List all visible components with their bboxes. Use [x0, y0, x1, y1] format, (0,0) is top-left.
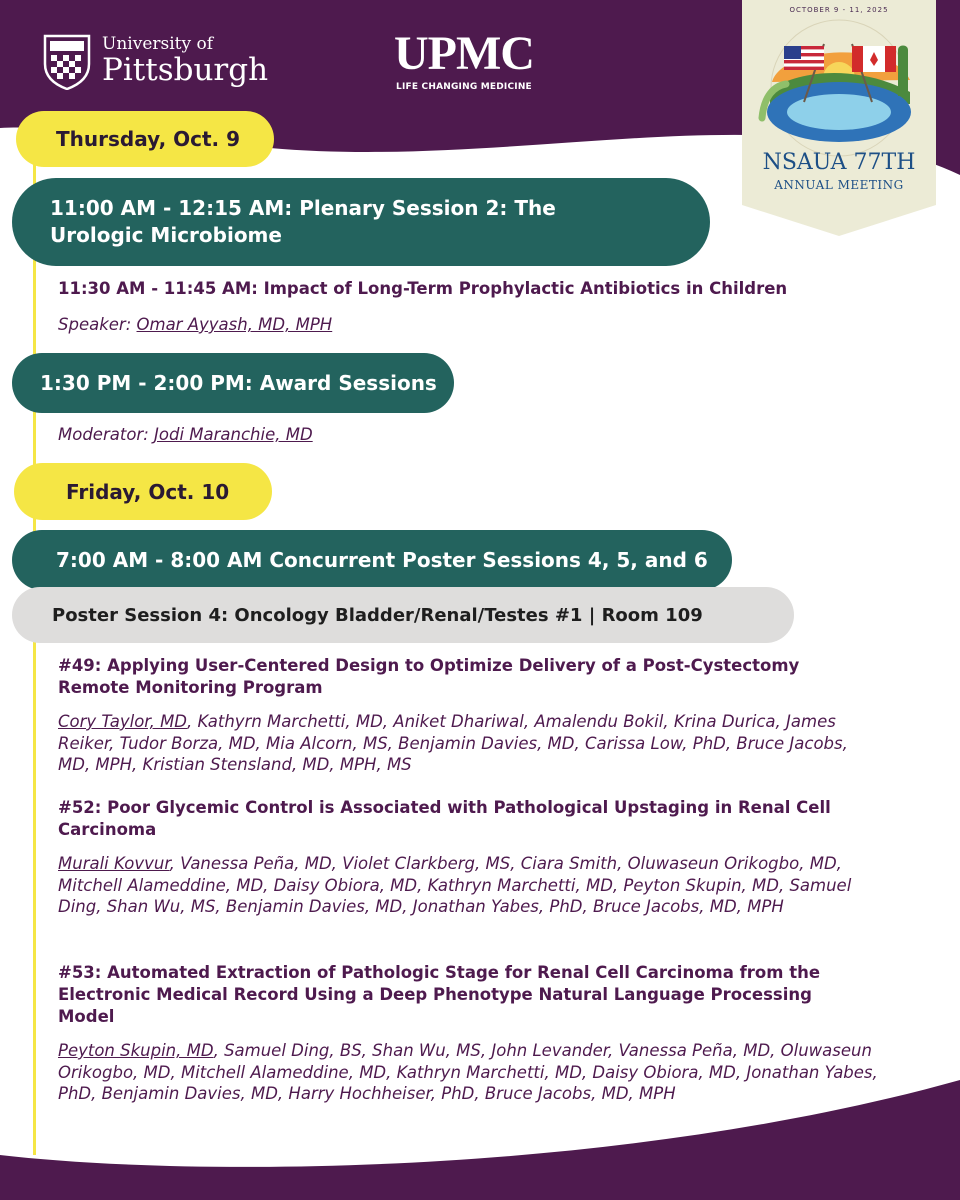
speaker-line	[58, 314, 758, 336]
upmc-logo	[394, 27, 534, 92]
session-pill-poster	[12, 530, 732, 590]
upmc-name: UPMC	[394, 27, 534, 80]
poster-authors	[58, 853, 878, 918]
first-author-link[interactable]: Murali Kovvur	[58, 854, 170, 873]
session-pill-plenary	[12, 178, 710, 266]
upmc-tagline: LIFE CHANGING MEDICINE	[396, 82, 532, 92]
timeline-line	[33, 150, 36, 1155]
other-authors: , Samuel Ding, BS, Shan Wu, MS, John Levander, Vanessa Peña, MD, Oluwaseun Orikogbo, MD, Mitchell Alameddine, MD, Kathryn Marchetti, MD, Daisy Obiora, MD, Jonathan Yabes, PhD, Benjamin Davies, MD, Harry Hochheiser, PhD, Bruce Jacobs, MD, MPH	[58, 1041, 878, 1103]
session-title: 11:00 AM - 12:15 AM: Plenary Session 2: The Urologic Microbiome	[50, 196, 556, 247]
poster-authors	[58, 711, 878, 776]
speaker-role: Speaker:	[58, 315, 132, 334]
session-title: 1:30 PM - 2:00 PM: Award Sessions	[40, 371, 437, 395]
badge-dates: OCTOBER 9 - 11, 2025	[789, 6, 889, 14]
other-authors: , Vanessa Peña, MD, Violet Clarkberg, MS, Ciara Smith, Oluwaseun Orikogbo, MD, Mitchell Alameddine, MD, Daisy Obiora, MD, Kathryn Marchetti, MD, Peyton Skupin, MD, Samuel Ding, Shan Wu, MS, Benjamin Davies, MD, Jonathan Yabes, PhD, Bruce Jacobs, MD, MPH	[58, 854, 852, 916]
speaker-name-link[interactable]: Omar Ayyash, MD, MPH	[136, 315, 333, 334]
pitt-shield-icon	[42, 32, 92, 90]
poster-title: #49: Applying User-Centered Design to Optimize Delivery of a Post-Cystectomy Remote Monitoring Program	[58, 656, 800, 697]
badge-emblem-icon	[742, 0, 936, 240]
nsaua-badge	[742, 0, 936, 240]
day-label: Friday, Oct. 10	[66, 479, 230, 504]
day-pill-thursday	[16, 111, 274, 167]
first-author-link[interactable]: Peyton Skupin, MD	[58, 1041, 214, 1060]
badge-subtitle: ANNUAL MEETING	[774, 178, 904, 192]
talk-title: 11:30 AM - 11:45 AM: Impact of Long-Term Prophylactic Antibiotics in Children	[58, 279, 788, 298]
session-title: 7:00 AM - 8:00 AM Concurrent Poster Sessions 4, 5, and 6	[56, 548, 708, 572]
poster-authors	[58, 1040, 878, 1105]
other-authors: , Kathyrn Marchetti, MD, Aniket Dhariwal, Amalendu Bokil, Krina Durica, James Reiker, Tudor Borza, MD, Mia Alcorn, MS, Benjamin Davies, MD, Carissa Low, PhD, Bruce Jacobs, MD, MPH, Kristian Stensland, MD, MPH, MS	[58, 712, 848, 774]
first-author-link[interactable]: Cory Taylor, MD	[58, 712, 188, 731]
day-label: Thursday, Oct. 9	[56, 127, 241, 151]
subsession-title: Poster Session 4: Oncology Bladder/Renal/Testes #1 | Room 109	[52, 604, 703, 626]
moderator-line	[58, 424, 758, 446]
poster-title: #52: Poor Glycemic Control is Associated with Pathological Upstaging in Renal Cell Carcinoma	[58, 798, 831, 839]
poster-title: #53: Automated Extraction of Pathologic Stage for Renal Cell Carcinoma from the Electronic Medical Record Using a Deep Phenotype Natural Language Processing Model	[58, 963, 821, 1026]
pitt-logo	[42, 32, 268, 90]
day-pill-friday	[14, 463, 272, 520]
subsession-pill	[12, 587, 794, 643]
moderator-role: Moderator:	[58, 425, 149, 444]
session-pill-award	[12, 353, 454, 413]
university-line1: University of	[102, 34, 214, 54]
moderator-name-link[interactable]: Jodi Maranchie, MD	[154, 425, 313, 444]
badge-title: NSAUA 77TH	[762, 150, 916, 175]
university-line2: Pittsburgh	[102, 52, 269, 88]
